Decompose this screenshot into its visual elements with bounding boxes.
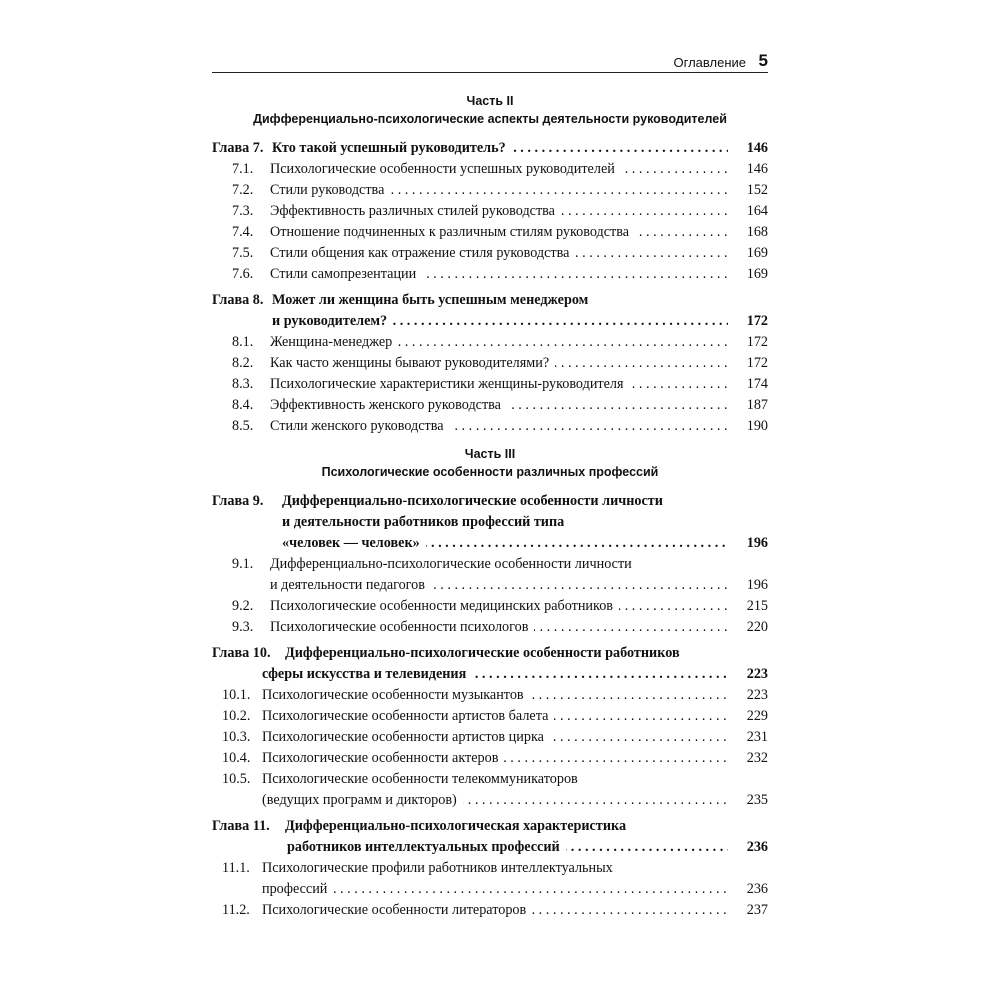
- chapter-number: Глава 9.: [212, 493, 264, 509]
- toc-section[interactable]: [212, 222, 768, 243]
- section-page: 220: [746, 619, 768, 635]
- toc-section[interactable]: [212, 374, 768, 395]
- chapter-number: Глава 10.: [212, 645, 271, 661]
- section-title-wrap: [270, 374, 728, 395]
- section-number: 7.2.: [232, 182, 254, 198]
- section-page: 232: [746, 750, 768, 766]
- toc-chapter-cont[interactable]: [212, 512, 768, 533]
- section-title-line2: и деятельности педагогов: [270, 577, 431, 593]
- toc-section[interactable]: [212, 727, 768, 748]
- toc-page: [212, 0, 768, 1000]
- page-number: 5: [758, 51, 768, 70]
- chapter-page: 223: [746, 666, 768, 682]
- chapter-page: 172: [746, 313, 768, 329]
- chapter-page: 146: [746, 140, 768, 156]
- chapter-title-line3: «человек — человек»: [282, 535, 426, 551]
- section-number: 8.3.: [232, 376, 254, 392]
- section-number: 10.3.: [222, 729, 251, 745]
- toc-section[interactable]: [212, 596, 768, 617]
- section-number: 7.1.: [232, 161, 254, 177]
- toc-chapter[interactable]: [212, 816, 768, 837]
- part-heading: [212, 92, 768, 128]
- section-number: 9.1.: [232, 556, 254, 572]
- section-title-wrap: [270, 159, 728, 180]
- section-title-wrap: [270, 243, 728, 264]
- section-title-wrap: [262, 727, 728, 748]
- section-page: 146: [746, 161, 768, 177]
- section-number: 7.5.: [232, 245, 254, 261]
- section-page: 172: [746, 355, 768, 371]
- section-title: Как часто женщины бывают руководителями?: [270, 355, 555, 371]
- chapter-title-wrap: [282, 512, 728, 533]
- section-title-wrap: [270, 180, 728, 201]
- toc-section-cont[interactable]: [212, 879, 768, 900]
- toc-section[interactable]: [212, 706, 768, 727]
- section-title-wrap: [262, 790, 728, 811]
- section-title-wrap: [262, 706, 728, 727]
- chapter-title-line2: и руководителем?: [272, 313, 393, 329]
- section-title: Стили общения как отражение стиля руководства: [270, 245, 575, 261]
- section-title-line2: профессий: [262, 881, 333, 897]
- part-title: Психологические особенности различных профессий: [321, 465, 659, 479]
- section-title-wrap: [262, 748, 728, 769]
- chapter-number: Глава 11.: [212, 818, 270, 834]
- chapter-title-wrap: [287, 837, 728, 858]
- section-title-wrap: [270, 416, 728, 437]
- part-heading: [212, 445, 768, 481]
- section-page: 174: [746, 376, 768, 392]
- section-number: 8.4.: [232, 397, 254, 413]
- section-title-wrap: [262, 769, 728, 790]
- toc-section[interactable]: [212, 554, 768, 575]
- section-number: 9.2.: [232, 598, 254, 614]
- section-title: Стили женского руководства: [270, 418, 450, 434]
- chapter-page: 196: [746, 535, 768, 551]
- section-title: Эффективность различных стилей руководства: [270, 203, 561, 219]
- section-title-wrap: [270, 222, 728, 243]
- toc-section[interactable]: [212, 416, 768, 437]
- toc-section[interactable]: [212, 353, 768, 374]
- toc-chapter-cont[interactable]: [212, 664, 768, 685]
- chapter-title-line2: сферы искусства и телевидения: [262, 666, 472, 682]
- toc-section[interactable]: [212, 395, 768, 416]
- chapter-page: 236: [746, 839, 768, 855]
- toc-section[interactable]: [212, 685, 768, 706]
- toc-section[interactable]: [212, 332, 768, 353]
- section-page: 237: [746, 902, 768, 918]
- section-number: 11.2.: [222, 902, 250, 918]
- section-title: Психологические характеристики женщины-руководителя: [270, 376, 630, 392]
- section-number: 8.2.: [232, 355, 254, 371]
- section-number: 10.2.: [222, 708, 251, 724]
- running-head-section: Оглавление: [673, 55, 746, 70]
- toc-body: [212, 92, 768, 921]
- section-title-wrap: [270, 554, 728, 575]
- section-title: Психологические особенности медицинских работников: [270, 598, 619, 614]
- section-title: Отношение подчиненных к различным стилям руководства: [270, 224, 635, 240]
- section-title-line1: Дифференциально-психологические особенности личности: [270, 556, 638, 572]
- section-title-wrap: [270, 617, 728, 638]
- section-title-line2: (ведущих программ и дикторов): [262, 792, 463, 808]
- section-title-wrap: [270, 596, 728, 617]
- toc-chapter-cont[interactable]: [212, 533, 768, 554]
- section-number: 10.1.: [222, 687, 251, 703]
- toc-section-cont[interactable]: [212, 790, 768, 811]
- chapter-title-line2: и деятельности работников профессий типа: [282, 514, 570, 530]
- section-page: 236: [746, 881, 768, 897]
- section-page: 172: [746, 334, 768, 350]
- section-number: 9.3.: [232, 619, 254, 635]
- section-title: Психологические особенности психологов: [270, 619, 534, 635]
- running-head: [212, 51, 768, 73]
- section-number: 7.3.: [232, 203, 254, 219]
- section-title-wrap: [270, 264, 728, 285]
- section-page: 152: [746, 182, 768, 198]
- chapter-title-wrap: [272, 311, 728, 332]
- toc-chapter[interactable]: [212, 290, 768, 311]
- toc-chapter[interactable]: [212, 491, 768, 512]
- section-number: 10.5.: [222, 771, 251, 787]
- toc-section[interactable]: [212, 858, 768, 879]
- section-title-wrap: [270, 201, 728, 222]
- section-page: 169: [746, 266, 768, 282]
- section-title-wrap: [262, 900, 728, 921]
- section-number: 8.5.: [232, 418, 254, 434]
- part-label: Часть III: [464, 447, 516, 461]
- section-title: Психологические особенности успешных руководителей: [270, 161, 621, 177]
- toc-section[interactable]: [212, 900, 768, 921]
- section-number: 10.4.: [222, 750, 251, 766]
- section-title-wrap: [270, 332, 728, 353]
- section-title-wrap: [270, 395, 728, 416]
- toc-section[interactable]: [212, 180, 768, 201]
- chapter-title-line1: Дифференциально-психологические особенности личности: [282, 493, 669, 509]
- chapter-number: Глава 8.: [212, 292, 264, 308]
- toc-section-cont[interactable]: [212, 575, 768, 596]
- chapter-title-wrap: [272, 290, 728, 311]
- chapter-title: Кто такой успешный руководитель?: [272, 140, 512, 156]
- section-title-wrap: [262, 685, 728, 706]
- section-page: 196: [746, 577, 768, 593]
- toc-section[interactable]: [212, 201, 768, 222]
- section-title: Психологические особенности литераторов: [262, 902, 532, 918]
- section-page: 229: [746, 708, 768, 724]
- toc-section[interactable]: [212, 264, 768, 285]
- chapter-title-wrap: [282, 533, 728, 554]
- section-page: 168: [746, 224, 768, 240]
- chapter-title-wrap: [285, 816, 728, 837]
- toc-section[interactable]: [212, 243, 768, 264]
- section-page: 215: [746, 598, 768, 614]
- section-page: 190: [746, 418, 768, 434]
- section-page: 164: [746, 203, 768, 219]
- toc-section[interactable]: [212, 748, 768, 769]
- section-title: Стили руководства: [270, 182, 390, 198]
- chapter-number: Глава 7.: [212, 140, 264, 156]
- toc-chapter[interactable]: [212, 643, 768, 664]
- chapter-title-line2: работников интеллектуальных профессий: [287, 839, 566, 855]
- chapter-title-wrap: [272, 138, 728, 159]
- section-title-line1: Психологические профили работников интеллектуальных: [262, 860, 619, 876]
- section-title-wrap: [270, 575, 728, 596]
- chapter-title-line1: Дифференциально-психологические особенности работников: [285, 645, 686, 661]
- toc-section[interactable]: [212, 617, 768, 638]
- section-number: 11.1.: [222, 860, 250, 876]
- section-number: 7.4.: [232, 224, 254, 240]
- chapter-title-line1: Может ли женщина быть успешным менеджером: [272, 292, 594, 308]
- section-number: 7.6.: [232, 266, 254, 282]
- toc-section[interactable]: [212, 159, 768, 180]
- section-title: Эффективность женского руководства: [270, 397, 507, 413]
- part-label: Часть II: [466, 94, 514, 108]
- section-number: 8.1.: [232, 334, 254, 350]
- section-title: Психологические особенности музыкантов: [262, 687, 530, 703]
- chapter-title-wrap: [285, 643, 728, 664]
- chapter-title-wrap: [282, 491, 728, 512]
- section-title: Психологические особенности актеров: [262, 750, 504, 766]
- part-title: Дифференциально-психологические аспекты деятельности руководителей: [253, 112, 727, 126]
- section-page: 223: [746, 687, 768, 703]
- section-title-wrap: [262, 858, 728, 879]
- section-page: 169: [746, 245, 768, 261]
- section-title-wrap: [262, 879, 728, 900]
- section-page: 187: [746, 397, 768, 413]
- section-title: Стили самопрезентации: [270, 266, 422, 282]
- section-title-wrap: [270, 353, 728, 374]
- section-page: 231: [746, 729, 768, 745]
- section-title: Женщина-менеджер: [270, 334, 398, 350]
- chapter-title-line1: Дифференциально-психологическая характеристика: [285, 818, 632, 834]
- toc-chapter-cont[interactable]: [212, 311, 768, 332]
- toc-chapter[interactable]: [212, 138, 768, 159]
- chapter-title-wrap: [262, 664, 728, 685]
- section-title: Психологические особенности артистов цирка: [262, 729, 550, 745]
- toc-chapter-cont[interactable]: [212, 837, 768, 858]
- section-title-line1: Психологические особенности телекоммуникаторов: [262, 771, 584, 787]
- toc-section[interactable]: [212, 769, 768, 790]
- section-title: Психологические особенности артистов балета: [262, 708, 554, 724]
- section-page: 235: [746, 792, 768, 808]
